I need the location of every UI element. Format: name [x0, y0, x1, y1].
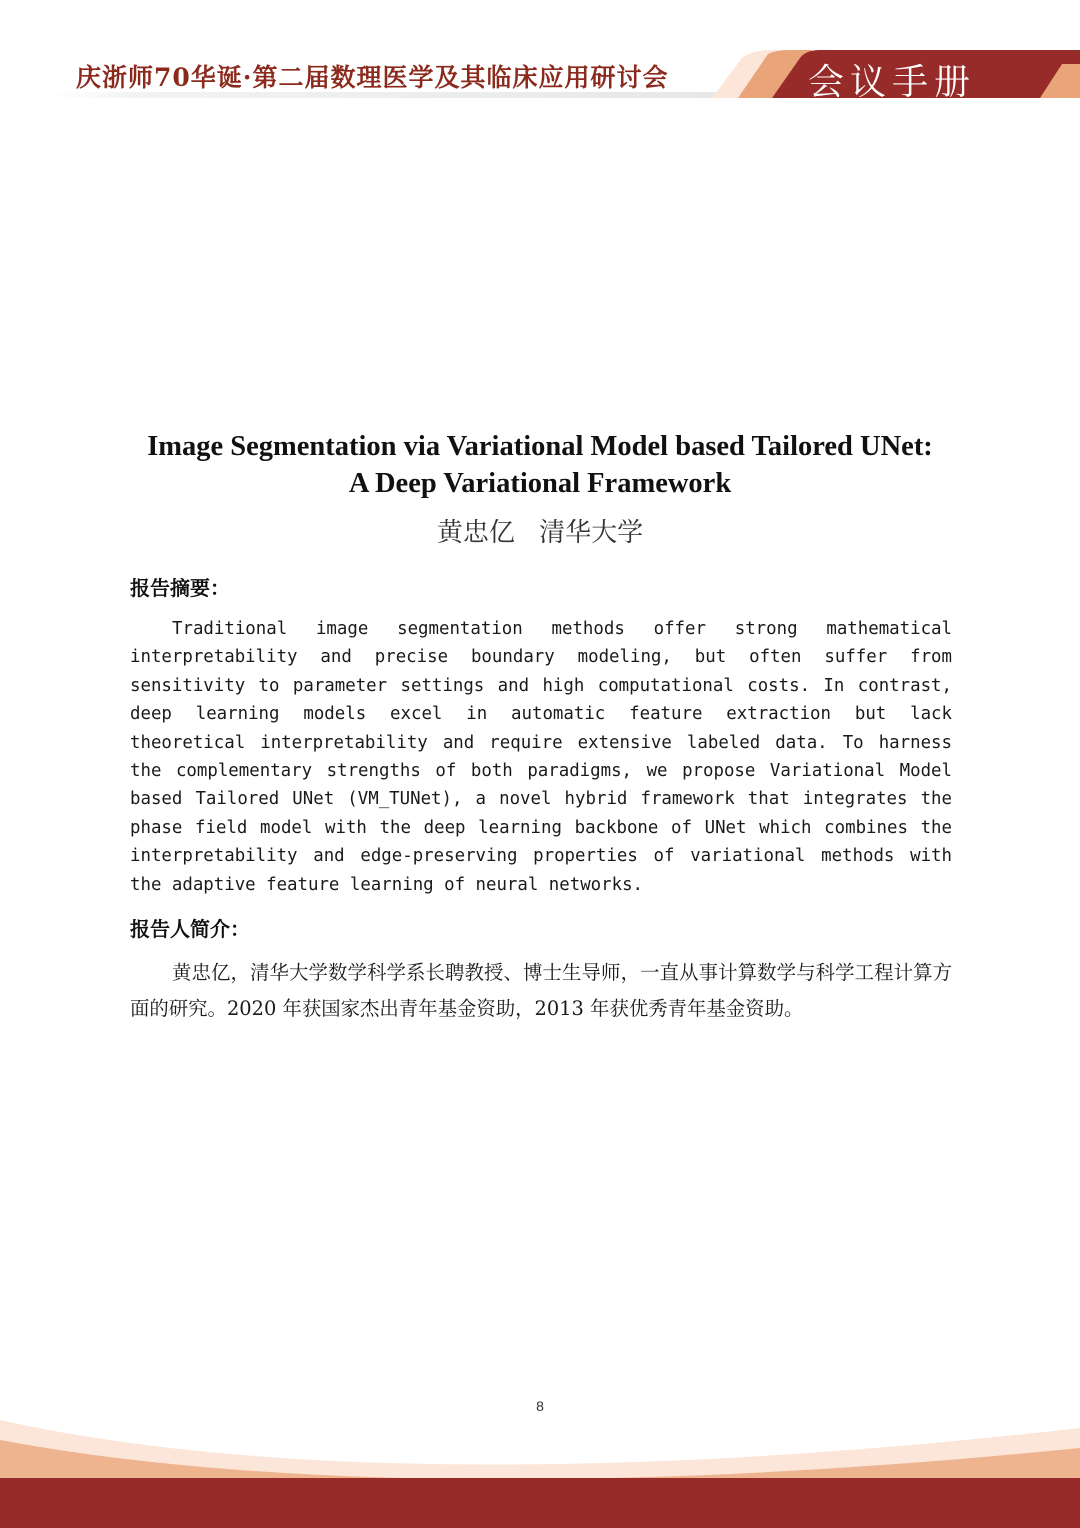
footer-red-band [0, 1478, 1080, 1528]
handbook-label: 会议手册 [808, 62, 977, 103]
talk-title-line-2: A Deep Variational Framework [348, 468, 732, 499]
page-number: 8 [536, 1398, 544, 1414]
conference-title: 庆浙师70华诞·第二届数理医学及其临床应用研讨会 [76, 63, 669, 92]
footer-decoration [0, 1400, 1080, 1528]
speaker-name: 黄忠亿 [436, 518, 515, 548]
talk-title-line-1: Image Segmentation via Variational Model based Tailored UNet: [147, 431, 933, 462]
speaker-affiliation: 清华大学 [539, 518, 644, 548]
abstract-heading: 报告摘要： [130, 576, 230, 600]
talk-title [100, 428, 980, 502]
bio-heading: 报告人简介： [130, 917, 250, 941]
speaker-line [100, 512, 980, 549]
bio-text: 黄忠亿，清华大学数学科学系长聘教授、博士生导师，一直从事计算数学与科学工程计算方面的研究。2020 年获国家杰出青年基金资助，2013 年获优秀青年基金资助。 [130, 961, 952, 1020]
abstract-text: Traditional image segmentation methods offer strong mathematical interpretability and precise boundary modeling, but often suffer from sensitivity to parameter settings and high computational costs. In contrast, deep learning models excel in automatic feature extraction but lack theoretical interpretability and require extensive labeled data. To harness the complementary strengths of both paradigms, we propose Variational Model based Tailored UNet (VM_TUNet), a novel hybrid framework that integrates the phase field model with the deep learning backbone of UNet which combines the interpretability and edge-preserving properties of variational methods with the adaptive feature learning of neural networks. [130, 619, 952, 895]
header-banner [0, 0, 1080, 112]
